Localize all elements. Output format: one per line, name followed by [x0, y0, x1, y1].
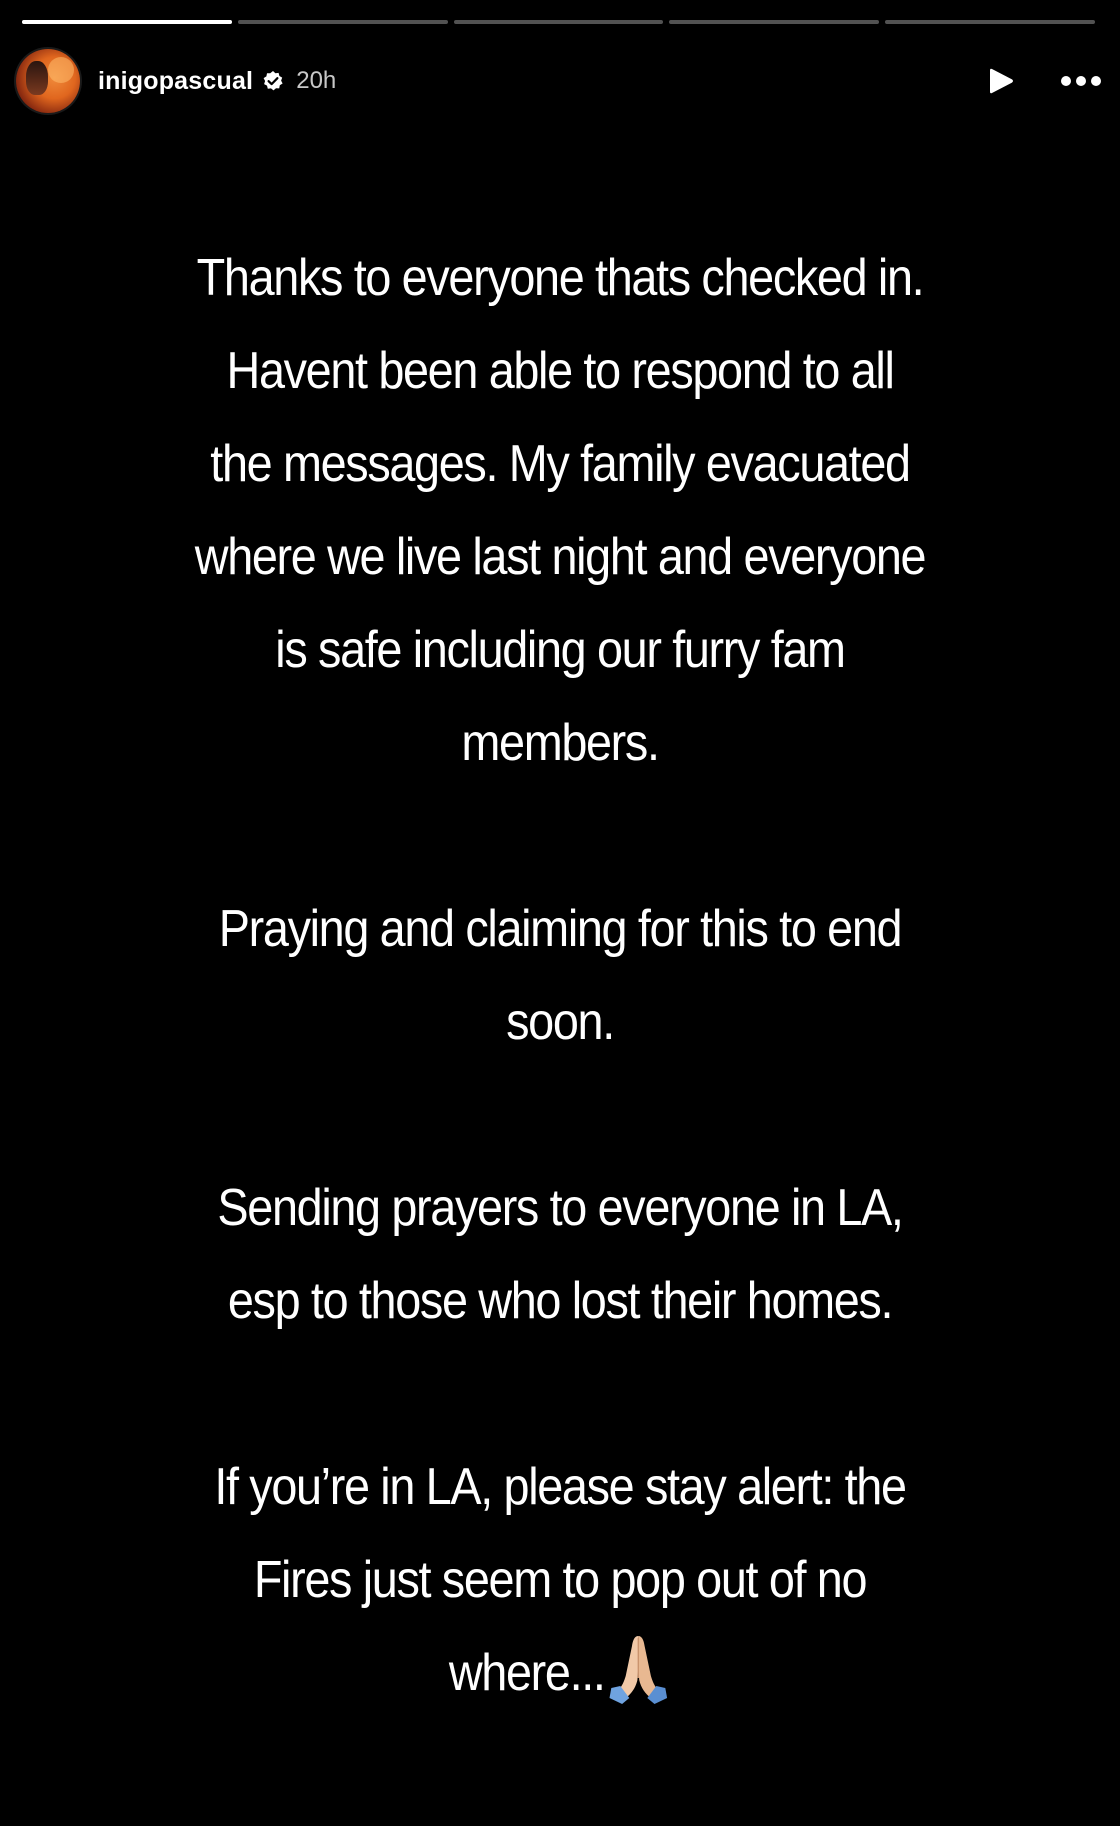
more-options-icon: [1060, 75, 1102, 87]
story-line: where...: [448, 1644, 605, 1702]
story-paragraph-2: [110, 883, 1010, 1069]
story-line: the messages. My family evacuated: [210, 435, 910, 493]
avatar-figure: [26, 61, 48, 95]
username[interactable]: inigopascual: [98, 66, 254, 95]
story-line: members.: [461, 714, 659, 772]
more-options-button[interactable]: [1056, 64, 1106, 98]
story-paragraph-4: [110, 1441, 1010, 1720]
story-line: Havent been able to respond to all: [226, 342, 894, 400]
story-line: soon.: [506, 993, 614, 1051]
progress-segment-1: [22, 20, 232, 24]
play-icon: [987, 66, 1015, 96]
progress-segment-4: [669, 20, 879, 24]
story-line: Sending prayers to everyone in LA,: [217, 1179, 903, 1237]
story-header: [16, 48, 1106, 114]
post-time: 20h: [296, 67, 337, 94]
progress-segment-5: [885, 20, 1095, 24]
story-text: [60, 232, 1060, 1720]
avatar-highlight: [48, 57, 74, 83]
story-paragraph-3: [110, 1162, 1010, 1348]
story-line: Praying and claiming for this to end: [218, 900, 902, 958]
progress-segment-2: [238, 20, 448, 24]
story-line: esp to those who lost their homes.: [227, 1272, 893, 1330]
verified-badge-icon: [262, 70, 284, 92]
folded-hands-icon: [606, 1628, 671, 1704]
profile-avatar[interactable]: [16, 49, 80, 113]
story-progress-bar: [22, 20, 1095, 24]
story-line: Thanks to everyone thats checked in.: [196, 249, 924, 307]
story-line: is safe including our furry fam: [275, 621, 845, 679]
progress-segment-3: [454, 20, 664, 24]
story-line: where we live last night and everyone: [194, 528, 926, 586]
story-line: Fires just seem to pop out of no: [253, 1551, 867, 1609]
story-paragraph-1: [110, 232, 1010, 790]
play-button[interactable]: [984, 64, 1018, 98]
story-line: If you’re in LA, please stay alert: the: [214, 1458, 906, 1516]
